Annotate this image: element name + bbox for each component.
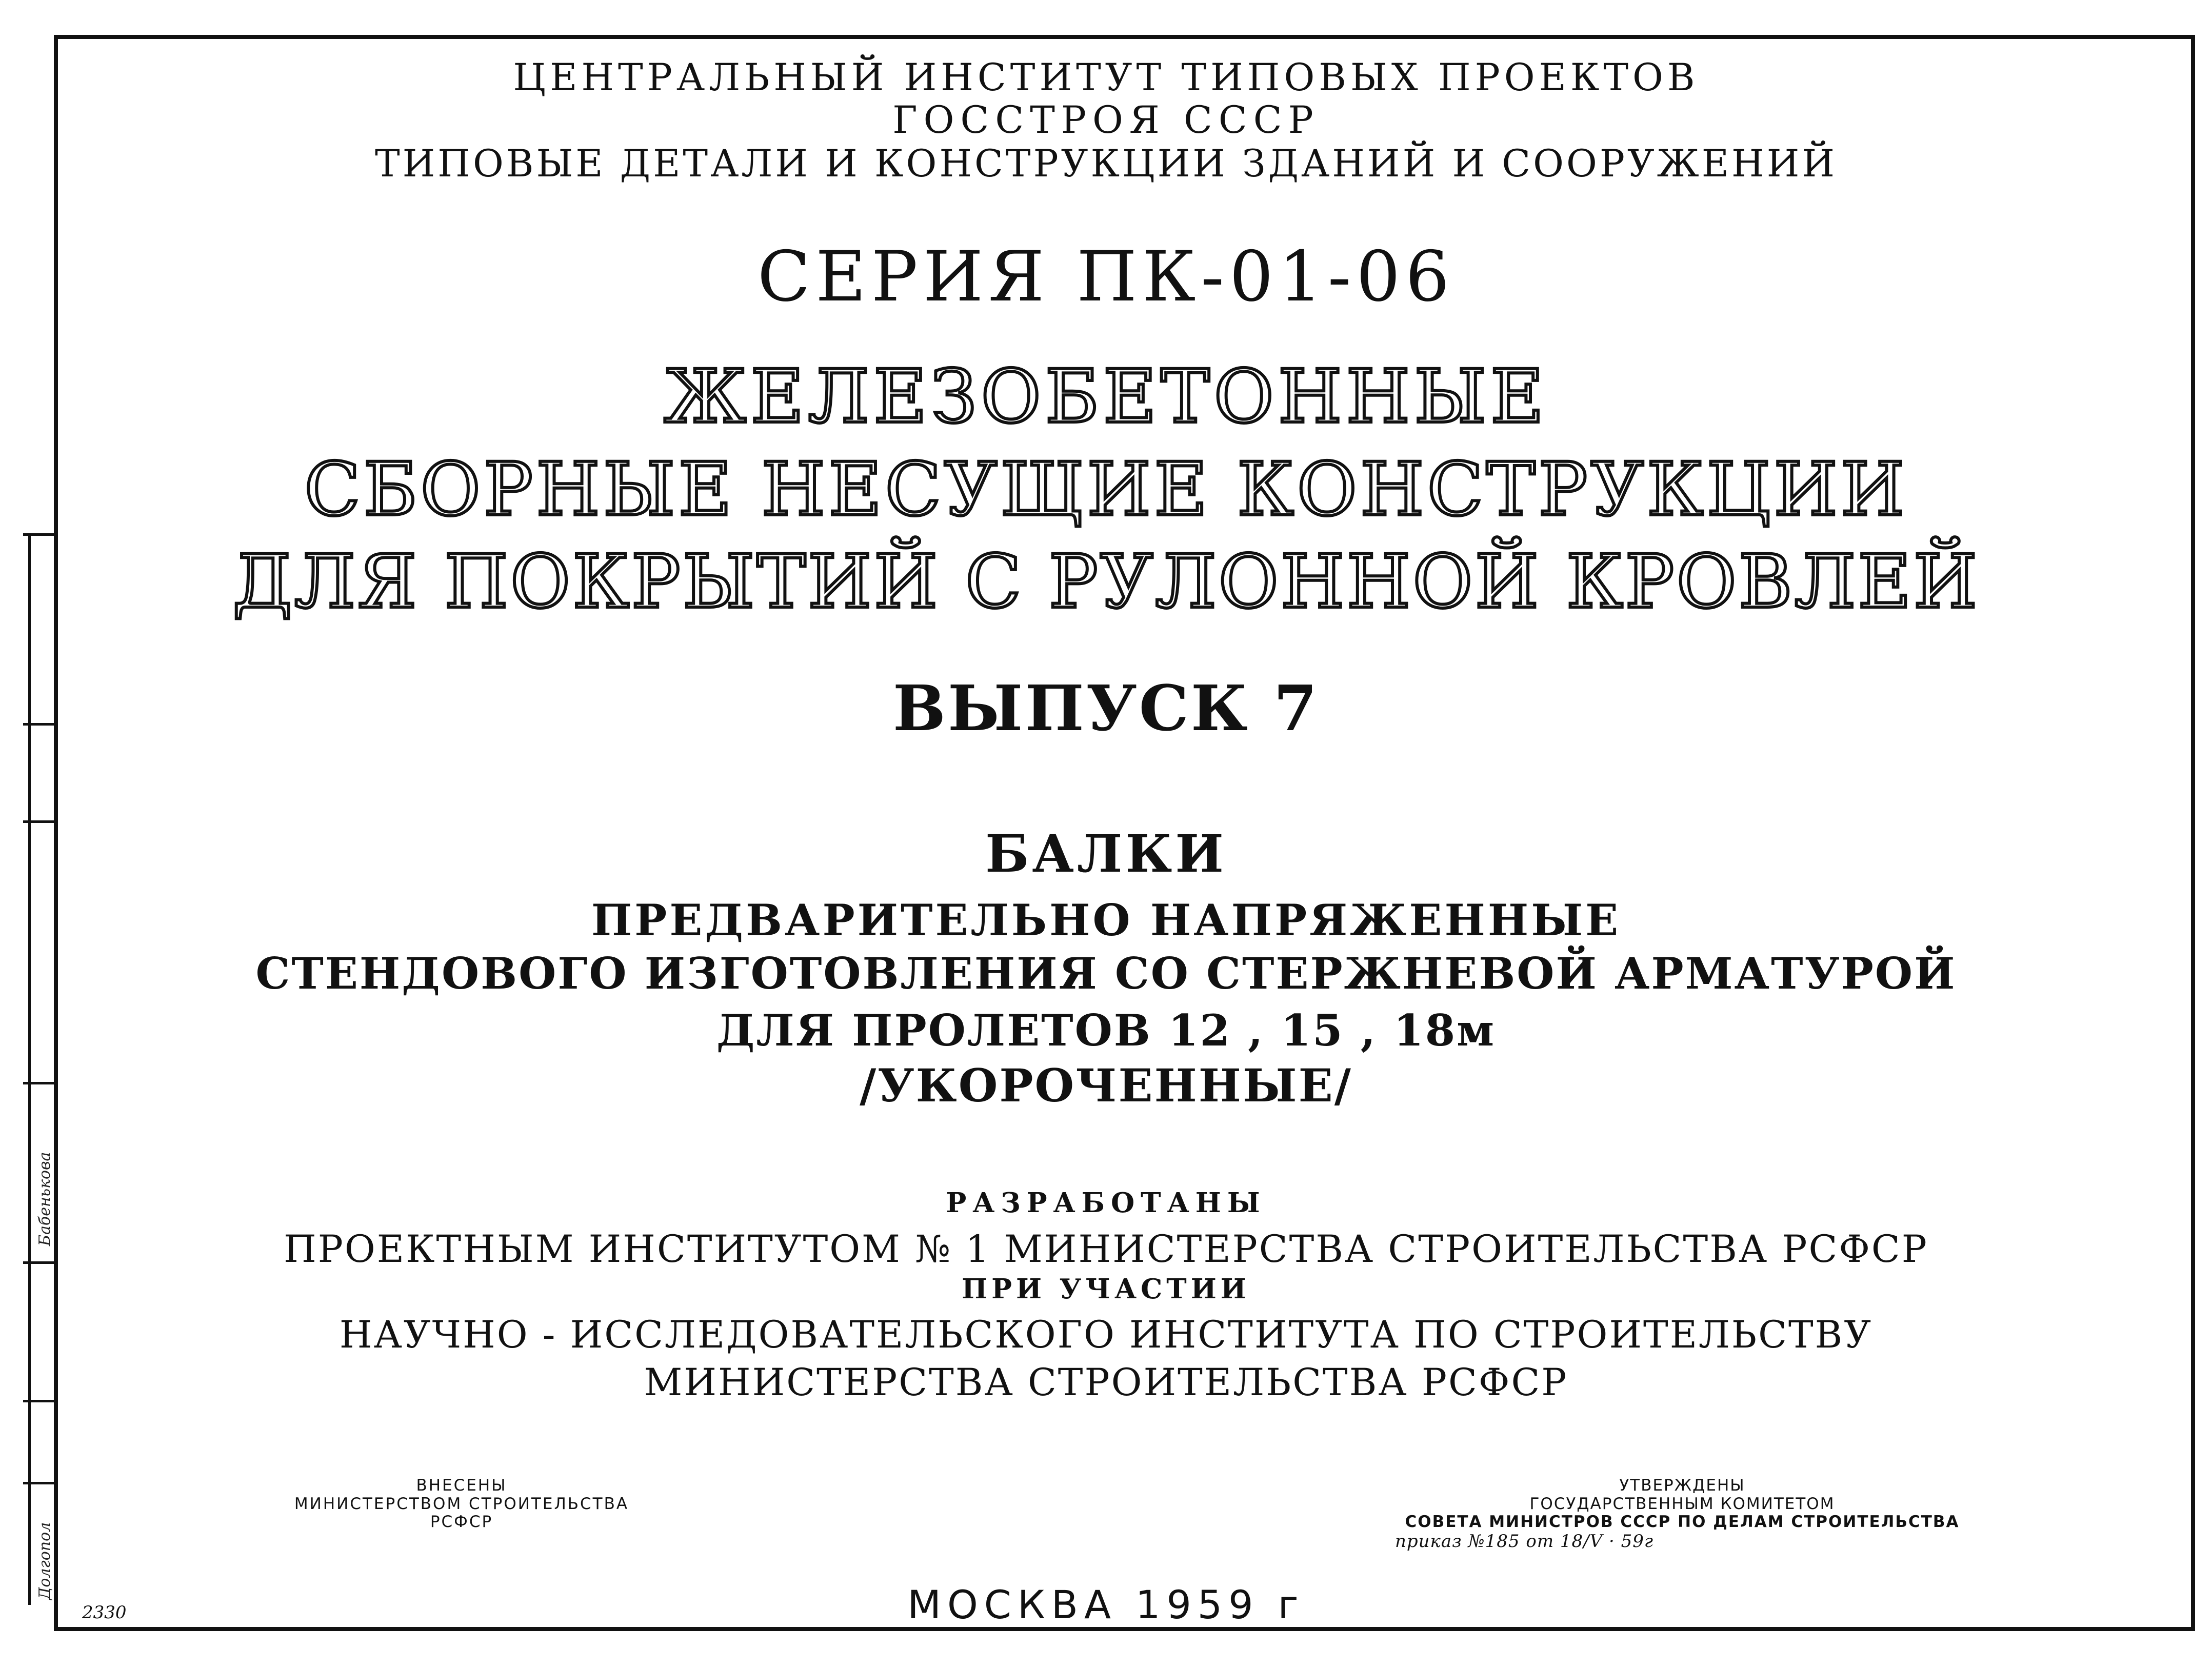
approved-council: СОВЕТА МИНИСТРОВ СССР ПО ДЕЛАМ СТРОИТЕЛЬСТВА [1405, 1513, 1960, 1532]
developers-participation: ПРИ УЧАСТИИ [962, 1273, 1250, 1305]
series-number: СЕРИЯ ПК-01-06 [757, 236, 1455, 317]
margin-stamp [0, 533, 56, 1641]
margin-tick [23, 1082, 54, 1084]
margin-tick [23, 533, 54, 536]
header-institute: ЦЕНТРАЛЬНЫЙ ИНСТИТУТ ТИПОВЫХ ПРОЕКТОВ [513, 56, 1699, 99]
title-line-3: ДЛЯ ПОКРЫТИЙ С РУЛОННОЙ КРОВЛЕЙ [232, 539, 1980, 625]
header-catalog: ТИПОВЫЕ ДЕТАЛИ И КОНСТРУКЦИИ ЗДАНИЙ И СООРУЖЕНИЙ [374, 142, 1838, 186]
introduced-rsfsr: РСФСР [430, 1513, 493, 1532]
title-line-1: ЖЕЛЕЗОБЕТОННЫЕ [664, 354, 1548, 439]
introduced-ministry: МИНИСТЕРСТВОМ СТРОИТЕЛЬСТВА [294, 1494, 629, 1513]
margin-note-1: Бабенькова [36, 1152, 54, 1246]
developers-research-institute: НАУЧНО - ИССЛЕДОВАТЕЛЬСКОГО ИНСТИТУТА ПО СТРОИТЕЛЬСТВУ [339, 1313, 1873, 1357]
title-line-2: СБОРНЫЕ НЕСУЩИЕ КОНСТРУКЦИИ [304, 447, 1908, 532]
sheet-number: 2330 [82, 1602, 127, 1623]
approved-heading: УТВЕРЖДЕНЫ [1619, 1476, 1745, 1495]
subject-shortened: /УКОРОЧЕННЫЕ/ [860, 1059, 1352, 1112]
city-year: МОСКВА 1959 г [907, 1582, 1305, 1627]
subject-spans: ДЛЯ ПРОЛЕТОВ 12 , 15 , 18м [716, 1005, 1496, 1056]
header-gosstroy: ГОССТРОЯ СССР [892, 98, 1320, 142]
subject-beams: БАЛКИ [985, 823, 1227, 884]
approved-order: приказ №185 от 18/V · 59г [1395, 1531, 1654, 1552]
developers-ministry: МИНИСТЕРСТВА СТРОИТЕЛЬСТВА РСФСР [644, 1361, 1568, 1404]
issue-number: ВЫПУСК 7 [892, 671, 1320, 745]
margin-tick [23, 820, 54, 823]
margin-tick [23, 1400, 54, 1402]
subject-prestressed: ПРЕДВАРИТЕЛЬНО НАПРЯЖЕННЫЕ [591, 895, 1621, 946]
margin-tick [23, 1261, 54, 1264]
approved-committee: ГОСУДАРСТВЕННЫМ КОМИТЕТОМ [1529, 1494, 1835, 1513]
subject-manufacturing: СТЕНДОВОГО ИЗГОТОВЛЕНИЯ СО СТЕРЖНЕВОЙ АРМАТУРОЙ [255, 948, 1957, 999]
introduced-heading: ВНЕСЕНЫ [416, 1476, 507, 1495]
margin-tick [23, 1482, 54, 1484]
approved-by [1354, 1477, 2010, 1552]
introduced-by [246, 1477, 677, 1532]
margin-tick [23, 723, 54, 726]
margin-vline [28, 533, 31, 1605]
right-edge-tick [2191, 1490, 2194, 1566]
margin-note-2: Долгопол [36, 1522, 54, 1600]
developers-heading: РАЗРАБОТАНЫ [946, 1187, 1266, 1219]
developers-institute: ПРОЕКТНЫМ ИНСТИТУТОМ № 1 МИНИСТЕРСТВА СТРОИТЕЛЬСТВА РСФСР [284, 1228, 1928, 1271]
